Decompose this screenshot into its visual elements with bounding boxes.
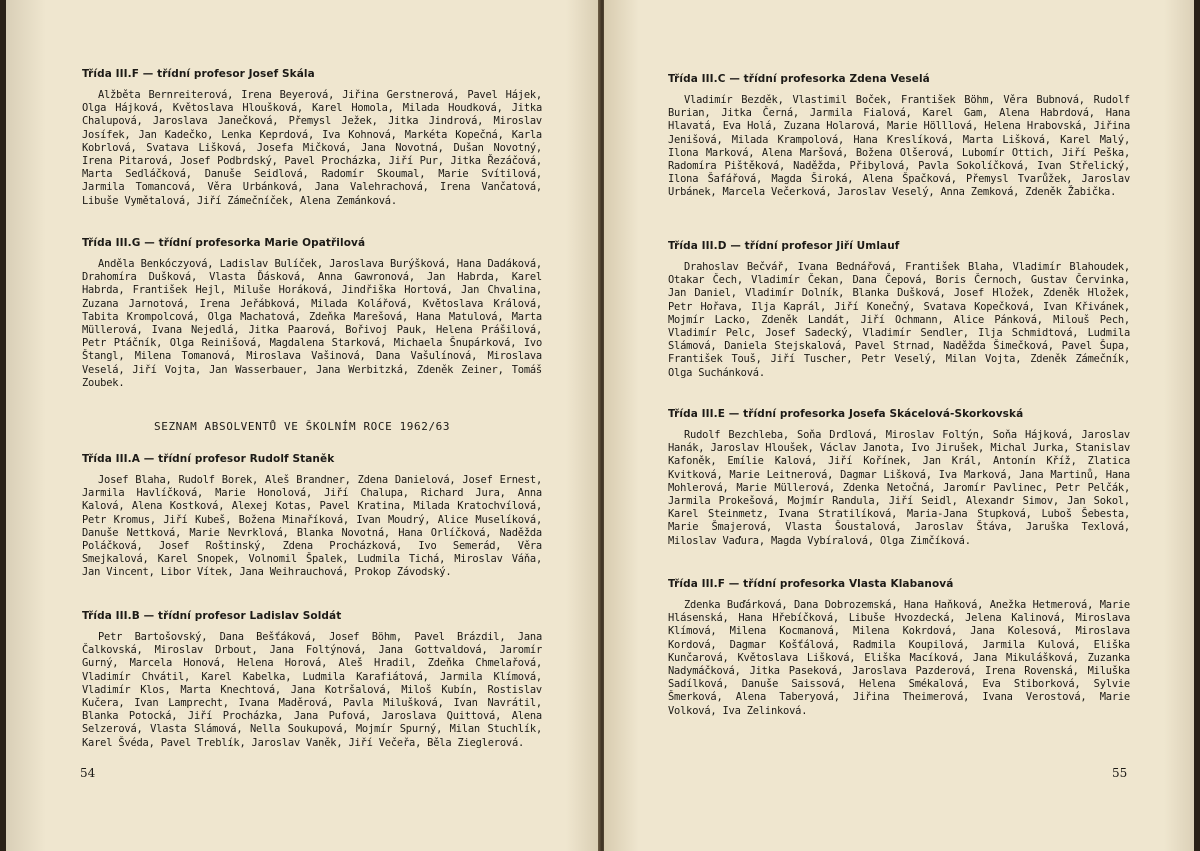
class-section-iiib [82,610,542,750]
student-list: Alžběta Bernreiterová, Irena Beyerová, Jiřina Gerstnerová, Pavel Hájek, Olga Hájková, Květoslava Hloušková, Karel Homola, Milada Houdková, Jitka Chalupová, Jaroslava Janečková, Přemysl Ježek, Jitka Jindrová, Miroslav Josífek, Jan Kadečko, Lenka Keprdová, Iva Kohnová, Markéta Kopečná, Karla Kobrlová, Svatava Lišková, Josefa Mičková, Jana Novotná, Dušan Novotný, Irena Pitarová, Josef Podbrdský, Pavel Procházka, Jiří Pur, Jitka Řezáčová, Marta Sedláčková, Danuše Seidlová, Radomír Skoumal, Marie Svítilová, Jarmila Tomancová, Věra Urbánková, Jana Valehrachová, Irena Vančatová, Libuše Vymětalová, Jiří Zámečníček, Alena Zemánková. [82,89,542,207]
class-section-iiif-2 [668,578,1130,718]
class-section-iiid [668,240,1130,380]
class-section-iiie [668,408,1130,548]
student-list: Josef Blaha, Rudolf Borek, Aleš Brandner, Zdena Danielová, Josef Ernest, Jarmila Havlíčková, Marie Honolová, Jiří Chalupa, Richard Jura, Anna Kalová, Alena Kostková, Alexej Kotas, Pavel Kratina, Milada Kratochvílová, Petr Kromus, Jiří Kubeš, Božena Minaříková, Ivan Moudrý, Alice Muselíková, Danuše Nettková, Marie Nevrklová, Blanka Novotná, Hana Orlíčková, Naděžda Poláčková, Josef Roštinský, Zdena Procházková, Ivo Semerád, Věra Smejkalová, Karel Snopek, Volnomil Špalek, Ludmila Tichá, Miroslav Váňa, Jan Vincent, Libor Vítek, Jana Weihrauchová, Prokop Závodský. [82,474,542,579]
class-section-iiig [82,237,542,390]
section-heading: Třída III.G — třídní profesorka Marie Opatřilová [82,237,366,249]
student-list: Rudolf Bezchleba, Soňa Drdlová, Miroslav Foltýn, Soňa Hájková, Jaroslav Hanák, Jaroslav Hloušek, Václav Janota, Ivo Jirušek, Michal Jurka, Stanislav Kafoněk, Emílie Kalová, Jiří Kořínek, Jan Král, Antonín Kříž, Zlatica Kvitková, Marie Leitnerová, Dagmar Lišková, Iva Marková, Jana Martinů, Hana Mohlerová, Marie Müllerová, Zdenka Netočná, Jaromír Pavlinec, Petr Pelčák, Jarmila Prokešová, Mojmír Randula, Jiří Seidl, Alexandr Simov, Jan Sokol, Karel Steinmetz, Ivana Stratilíková, Maria-Jana Stupková, Luboš Šebesta, Marie Šmajerová, Vlasta Šoustalová, Jaroslav Štáva, Jaruška Texlová, Miloslav Vaďura, Magda Vybíralová, Olga Zimčíková. [668,429,1130,547]
student-list: Anděla Benkóczyová, Ladislav Bulíček, Jaroslava Burýšková, Hana Dadáková, Drahomíra Dušková, Vlasta Ďásková, Anna Gawronová, Jan Habrda, Karel Habrda, František Hejl, Miluše Horáková, Jindřiška Hortová, Jan Chvalina, Zuzana Jarnotová, Irena Jeřábková, Milada Kolářová, Květoslava Králová, Tabita Krompolcová, Olga Machatová, Zdeňka Marešová, Hana Matulová, Marta Müllerová, Ivana Nejedlá, Jitka Paarová, Bořivoj Pauk, Helena Prášilová, Petr Ptáčník, Olga Reinišová, Magdalena Starková, Michaela Šnupárková, Ivo Štangl, Milena Tomanová, Miroslava Vašinová, Dana Vašulínová, Miroslava Veselá, Jiří Vojta, Jan Wasserbauer, Jana Werbitzká, Zdeněk Zeiner, Tomáš Zoubek. [82,258,542,389]
class-section-iiic [668,73,1130,200]
section-heading: Třída III.F — třídní profesor Josef Skála [82,68,315,80]
section-heading: Třída III.B — třídní profesor Ladislav Soldát [82,610,342,622]
section-heading: Třída III.E — třídní profesorka Josefa Skácelová-Skorkovská [668,408,1024,420]
left-page [6,0,601,851]
student-list: Vladimír Bezděk, Vlastimil Boček, František Böhm, Věra Bubnová, Rudolf Burian, Jitka Černá, Jarmila Fialová, Karel Gam, Alena Habrdová, Hana Hlavatá, Eva Holá, Zuzana Holarová, Marie Hölllová, Helena Hrabovská, Jiřina Jenišová, Milada Krampolová, Hana Kreslíková, Marta Lišková, Karel Malý, Ilona Marková, Alena Maršová, Božena Olšerová, Lubomír Ottich, Jiří Peška, Radomíra Pištěková, Naděžda, Přibylová, Pavla Sokolíčková, Ivan Střelický, Ilona Šafářová, Magda Široká, Alena Špačková, Přemysl Tvarůžek, Jaroslav Urbánek, Marcela Večerková, Jaroslav Veselý, Anna Zemková, Zdeněk Žabička. [668,94,1130,199]
section-heading: Třída III.A — třídní profesor Rudolf Staněk [82,453,335,465]
page-number: 54 [80,766,96,780]
page-number: 55 [1112,766,1128,780]
class-section-iiif [82,68,542,208]
class-section-iiia [82,453,542,580]
section-heading: Třída III.D — třídní profesor Jiří Umlauf [668,240,900,252]
student-list: Drahoslav Bečvář, Ivana Bednářová, František Blaha, Vladimír Blahoudek, Otakar Čech, Vladimír Čekan, Dana Čepová, Boris Černoch, Gustav Červinka, Jan Daniel, Vladimír Dolník, Blanka Dušková, Josef Hložek, Zdeněk Hložek, Petr Hořava, Ilja Kaprál, Jiří Konečný, Svatava Kopečková, Ivan Křivánek, Mojmír Lacko, Zdeněk Landát, Jiří Ochmann, Alice Pánková, Milouš Pech, Vladimír Pelc, Josef Sadecký, Vladimír Sendler, Ilja Schmidtová, Ludmila Slámová, Daniela Stejskalová, Pavel Strnad, Naděžda Šimečková, Pavel Šupa, František Touš, Jiří Tuscher, Petr Veselý, Milan Vojta, Zdeněk Zámečník, Olga Suchánková. [668,261,1130,379]
student-list: Petr Bartošovský, Dana Bešťáková, Josef Böhm, Pavel Brázdil, Jana Čalkovská, Miroslav Drbout, Jana Foltýnová, Jana Gottvaldová, Jaromír Gurný, Marcela Honová, Helena Horová, Aleš Hradil, Zdeňka Chmelařová, Vladimír Chvátil, Karel Kabelka, Ludmila Karafiátová, Jarmila Klímová, Vladimír Klos, Marta Knechtová, Jana Kotršalová, Miloš Kubín, Rostislav Kučera, Ivan Lamprecht, Ivana Maděrová, Pavla Milušková, Ivan Navrátil, Blanka Potocká, Jiří Procházka, Jana Pufová, Jaroslava Quittová, Alena Selzerová, Vlasta Slámová, Nella Soukupová, Mojmír Spurný, Milan Stuchlík, Karel Švéda, Pavel Treblík, Jaroslav Vaněk, Jiří Večeřa, Běla Zieglerová. [82,631,542,749]
right-page [604,0,1194,851]
page-title: SEZNAM ABSOLVENTŮ VE ŠKOLNÍM ROCE 1962/63 [154,420,451,433]
section-heading: Třída III.F — třídní profesorka Vlasta Klabanová [668,578,954,590]
student-list: Zdenka Buďárková, Dana Dobrozemská, Hana Haňková, Anežka Hetmerová, Marie Hlásenská, Hana Hřebíčková, Libuše Hvozdecká, Jelena Kalinová, Miroslava Klímová, Milena Kocmanová, Milena Kokrdová, Jana Kolesová, Miroslava Kordová, Dagmar Košťálová, Radmila Koupilová, Jarmila Kulová, Eliška Kunčarová, Květoslava Lišková, Eliška Macíková, Jana Mikulášková, Zuzanka Nadymáčková, Jitka Paseková, Jaroslava Pazderová, Irena Rovenská, Miluška Sadílková, Danuše Saissová, Helena Smékalová, Eva Stiborková, Sylvie Šmerková, Alena Taberyová, Jiřina Theimerová, Ivana Verostová, Marie Volková, Iva Zelinková. [668,599,1130,717]
section-heading: Třída III.C — třídní profesorka Zdena Veselá [668,73,930,85]
